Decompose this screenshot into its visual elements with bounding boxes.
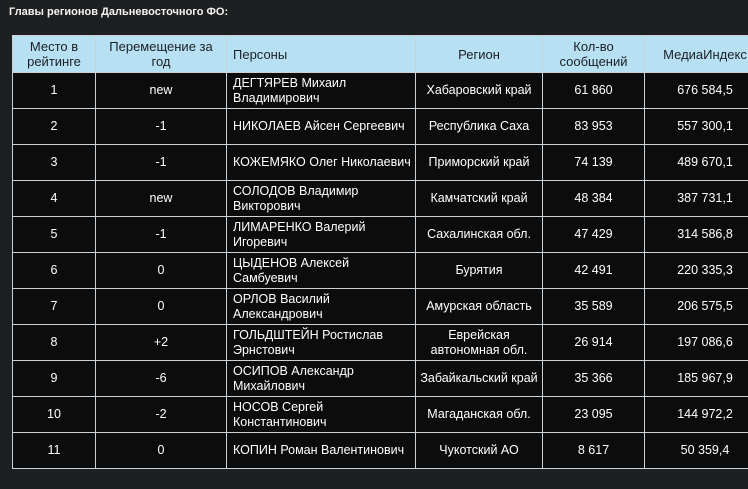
movement-cell: -1	[96, 145, 227, 181]
rank-cell: 4	[13, 181, 96, 217]
movement-cell: -1	[96, 109, 227, 145]
table-row	[13, 397, 748, 433]
region-cell: Республика Саха	[416, 109, 543, 145]
region-cell: Хабаровский край	[416, 73, 543, 109]
person-cell: ГОЛЬДШТЕЙН Ростислав Эрнстович	[227, 325, 416, 361]
column-header-media-index: МедиаИндекс	[645, 36, 748, 73]
region-cell: Приморский край	[416, 145, 543, 181]
rank-cell: 3	[13, 145, 96, 181]
rank-cell: 1	[13, 73, 96, 109]
column-header-messages: Кол-во сообщений	[543, 36, 645, 73]
media-index-cell: 314 586,8	[645, 217, 748, 253]
region-cell: Забайкальский край	[416, 361, 543, 397]
region-cell: Магаданская обл.	[416, 397, 543, 433]
movement-cell: new	[96, 181, 227, 217]
region-cell: Сахалинская обл.	[416, 217, 543, 253]
page-title: Главы регионов Дальневосточного ФО:	[9, 6, 229, 18]
person-cell: ОСИПОВ Александр Михайлович	[227, 361, 416, 397]
movement-cell: new	[96, 73, 227, 109]
movement-cell: -6	[96, 361, 227, 397]
messages-cell: 26 914	[543, 325, 645, 361]
column-header-region: Регион	[416, 36, 543, 73]
table-row	[13, 73, 748, 109]
region-cell: Бурятия	[416, 253, 543, 289]
rank-cell: 7	[13, 289, 96, 325]
media-index-cell: 197 086,6	[645, 325, 748, 361]
movement-cell: 0	[96, 289, 227, 325]
media-index-cell: 489 670,1	[645, 145, 748, 181]
movement-cell: -1	[96, 217, 227, 253]
messages-cell: 61 860	[543, 73, 645, 109]
messages-cell: 23 095	[543, 397, 645, 433]
media-index-cell: 387 731,1	[645, 181, 748, 217]
person-cell: НОСОВ Сергей Константинович	[227, 397, 416, 433]
media-index-cell: 206 575,5	[645, 289, 748, 325]
person-cell: КОЖЕМЯКО Олег Николаевич	[227, 145, 416, 181]
person-cell: ЛИМАРЕНКО Валерий Игоревич	[227, 217, 416, 253]
ranking-table	[12, 35, 748, 469]
person-cell: КОПИН Роман Валентинович	[227, 433, 416, 469]
region-cell: Еврейская автономная обл.	[416, 325, 543, 361]
movement-cell: 0	[96, 253, 227, 289]
table-row	[13, 253, 748, 289]
region-cell: Камчатский край	[416, 181, 543, 217]
media-index-cell: 557 300,1	[645, 109, 748, 145]
rank-cell: 10	[13, 397, 96, 433]
messages-cell: 35 366	[543, 361, 645, 397]
column-header-rank: Место в рейтинге	[13, 36, 96, 73]
person-cell: ЦЫДЕНОВ Алексей Самбуевич	[227, 253, 416, 289]
rank-cell: 11	[13, 433, 96, 469]
rank-cell: 6	[13, 253, 96, 289]
messages-cell: 83 953	[543, 109, 645, 145]
table-row	[13, 361, 748, 397]
messages-cell: 47 429	[543, 217, 645, 253]
person-cell: СОЛОДОВ Владимир Викторович	[227, 181, 416, 217]
movement-cell: -2	[96, 397, 227, 433]
table-row	[13, 433, 748, 469]
person-cell: ДЕГТЯРЕВ Михаил Владимирович	[227, 73, 416, 109]
table-row	[13, 181, 748, 217]
person-cell: НИКОЛАЕВ Айсен Сергеевич	[227, 109, 416, 145]
table-row	[13, 217, 748, 253]
messages-cell: 48 384	[543, 181, 645, 217]
rank-cell: 5	[13, 217, 96, 253]
media-index-cell: 50 359,4	[645, 433, 748, 469]
messages-cell: 42 491	[543, 253, 645, 289]
messages-cell: 74 139	[543, 145, 645, 181]
person-cell: ОРЛОВ Василий Александрович	[227, 289, 416, 325]
media-index-cell: 185 967,9	[645, 361, 748, 397]
media-index-cell: 144 972,2	[645, 397, 748, 433]
table-row	[13, 289, 748, 325]
media-index-cell: 220 335,3	[645, 253, 748, 289]
column-header-movement: Перемещение за год	[96, 36, 227, 73]
messages-cell: 35 589	[543, 289, 645, 325]
messages-cell: 8 617	[543, 433, 645, 469]
movement-cell: 0	[96, 433, 227, 469]
media-index-cell: 676 584,5	[645, 73, 748, 109]
region-cell: Амурская область	[416, 289, 543, 325]
table-header-row	[13, 36, 748, 73]
table-row	[13, 325, 748, 361]
table-row	[13, 109, 748, 145]
region-cell: Чукотский АО	[416, 433, 543, 469]
rank-cell: 2	[13, 109, 96, 145]
movement-cell: +2	[96, 325, 227, 361]
table-row	[13, 145, 748, 181]
column-header-persons: Персоны	[227, 36, 416, 73]
rank-cell: 9	[13, 361, 96, 397]
rank-cell: 8	[13, 325, 96, 361]
